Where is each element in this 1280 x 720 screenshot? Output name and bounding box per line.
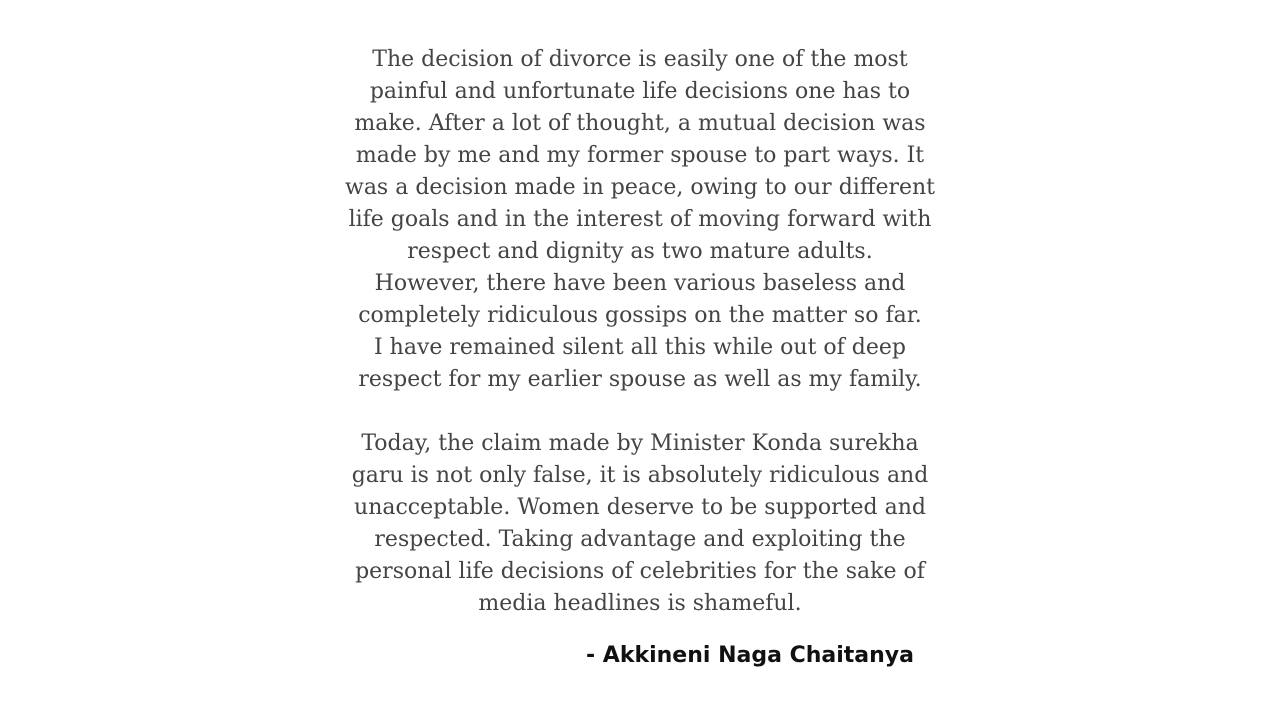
statement-text (340, 44, 940, 620)
text-line: was a decision made in peace, owing to our different (344, 175, 936, 200)
text-line: media headlines is shameful. (478, 591, 802, 616)
text-line: personal life decisions of celebrities for the sake of (355, 559, 925, 584)
text-line: Today, the claim made by Minister Konda surekha (361, 431, 919, 456)
paragraph-2 (340, 428, 940, 620)
text-line: However, there have been various baseless and (374, 271, 906, 296)
text-line: painful and unfortunate life decisions one has to (369, 79, 911, 104)
text-line: respect for my earlier spouse as well as my family. (358, 367, 922, 392)
text-line: garu is not only false, it is absolutely ridiculous and (351, 463, 929, 488)
text-line: completely ridiculous gossips on the matter so far. (358, 303, 922, 328)
signature: - Akkineni Naga Chaitanya (586, 643, 914, 668)
text-line: respect and dignity as two mature adults. (407, 239, 873, 264)
text-line: unacceptable. Women deserve to be supported and (354, 495, 926, 520)
paragraph-1 (340, 44, 940, 396)
text-line: I have remained silent all this while out of deep (373, 335, 907, 360)
paragraph-gap (340, 396, 940, 428)
text-line: make. After a lot of thought, a mutual decision was (354, 111, 926, 136)
text-line: The decision of divorce is easily one of the most (372, 47, 908, 72)
text-line: life goals and in the interest of moving forward with (348, 207, 932, 232)
text-line: respected. Taking advantage and exploiting the (374, 527, 906, 552)
text-line: made by me and my former spouse to part ways. It (355, 143, 925, 168)
